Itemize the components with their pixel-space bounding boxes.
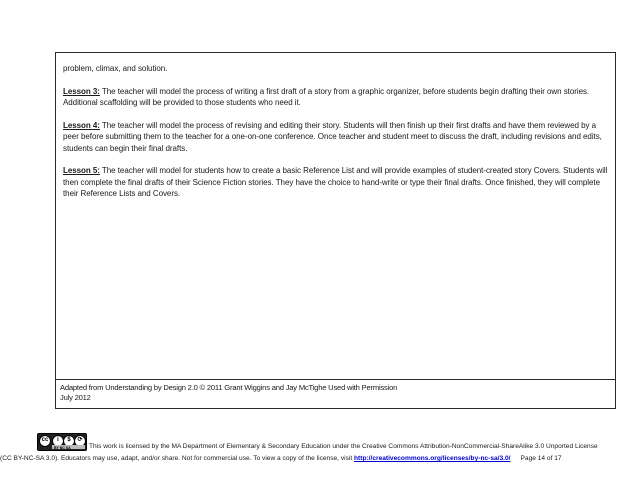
lesson-plan-box — [55, 52, 616, 409]
page-number: Page 14 of 17 — [520, 455, 562, 462]
cc-license-badge[interactable] — [37, 433, 87, 451]
license-line-1: This work is licensed by the MA Department of Elementary & Secondary Education under the Creative Commons Attribution-NonCommercial-ShareAlike 3.0 Unported License — [89, 443, 598, 450]
license-line-2 — [0, 455, 562, 462]
cc-icon: cc — [39, 435, 51, 447]
attribution-icon: i — [52, 435, 64, 447]
credit-block — [60, 383, 397, 403]
license-text: (CC BY-NC-SA 3.0). Educators may use, adapt, and/or share. Not for commercial use. To view a copy of the license, visit — [0, 455, 353, 462]
noncommercial-icon: $ — [63, 435, 75, 447]
license-link[interactable]: http://creativecommons.org/licenses/by-nc-sa/3.0/ — [354, 455, 511, 462]
lesson-3-text: The teacher will model the process of writing a first draft of a story from a graphic organizer, before students begin drafting their own stories. Additional scaffolding will be provided to those students who need it. — [63, 86, 590, 107]
intro-text: problem, climax, and solution. — [63, 64, 168, 73]
lesson-3 — [63, 86, 608, 109]
credit-line: Adapted from Understanding by Design 2.0 © 2011 Grant Wiggins and Jay McTighe Used with Permission — [60, 383, 398, 392]
lesson-5-text: The teacher will model for students how to create a basic Reference List and will provide examples of student-created story Covers. Students will then complete the final drafts of their Science Fiction stories. They have the choice to hand-write or type their final drafts. Once finished, they will complete their Reference Lists and Covers. — [63, 166, 608, 198]
lesson-4 — [63, 120, 608, 155]
cc-badge-text: BY NC SA — [54, 446, 71, 450]
sharealike-icon: ⟳ — [74, 435, 86, 447]
lesson-5-label: Lesson 5: — [63, 166, 100, 175]
lesson-4-label: Lesson 4: — [63, 120, 100, 130]
lesson-3-label: Lesson 3: — [63, 86, 100, 96]
lesson-content — [63, 63, 608, 211]
credit-divider — [56, 379, 615, 380]
credit-date: July 2012 — [60, 393, 91, 402]
lesson-5 — [63, 165, 608, 200]
lesson-4-text: The teacher will model the process of revising and editing their story. Students will then finish up their first drafts and have them reviewed by a peer before submitting them to the teacher for a one-on-one conference. Once teacher and student meet to discuss the draft, including revisions and edits, students can begin their final drafts. — [63, 120, 602, 153]
